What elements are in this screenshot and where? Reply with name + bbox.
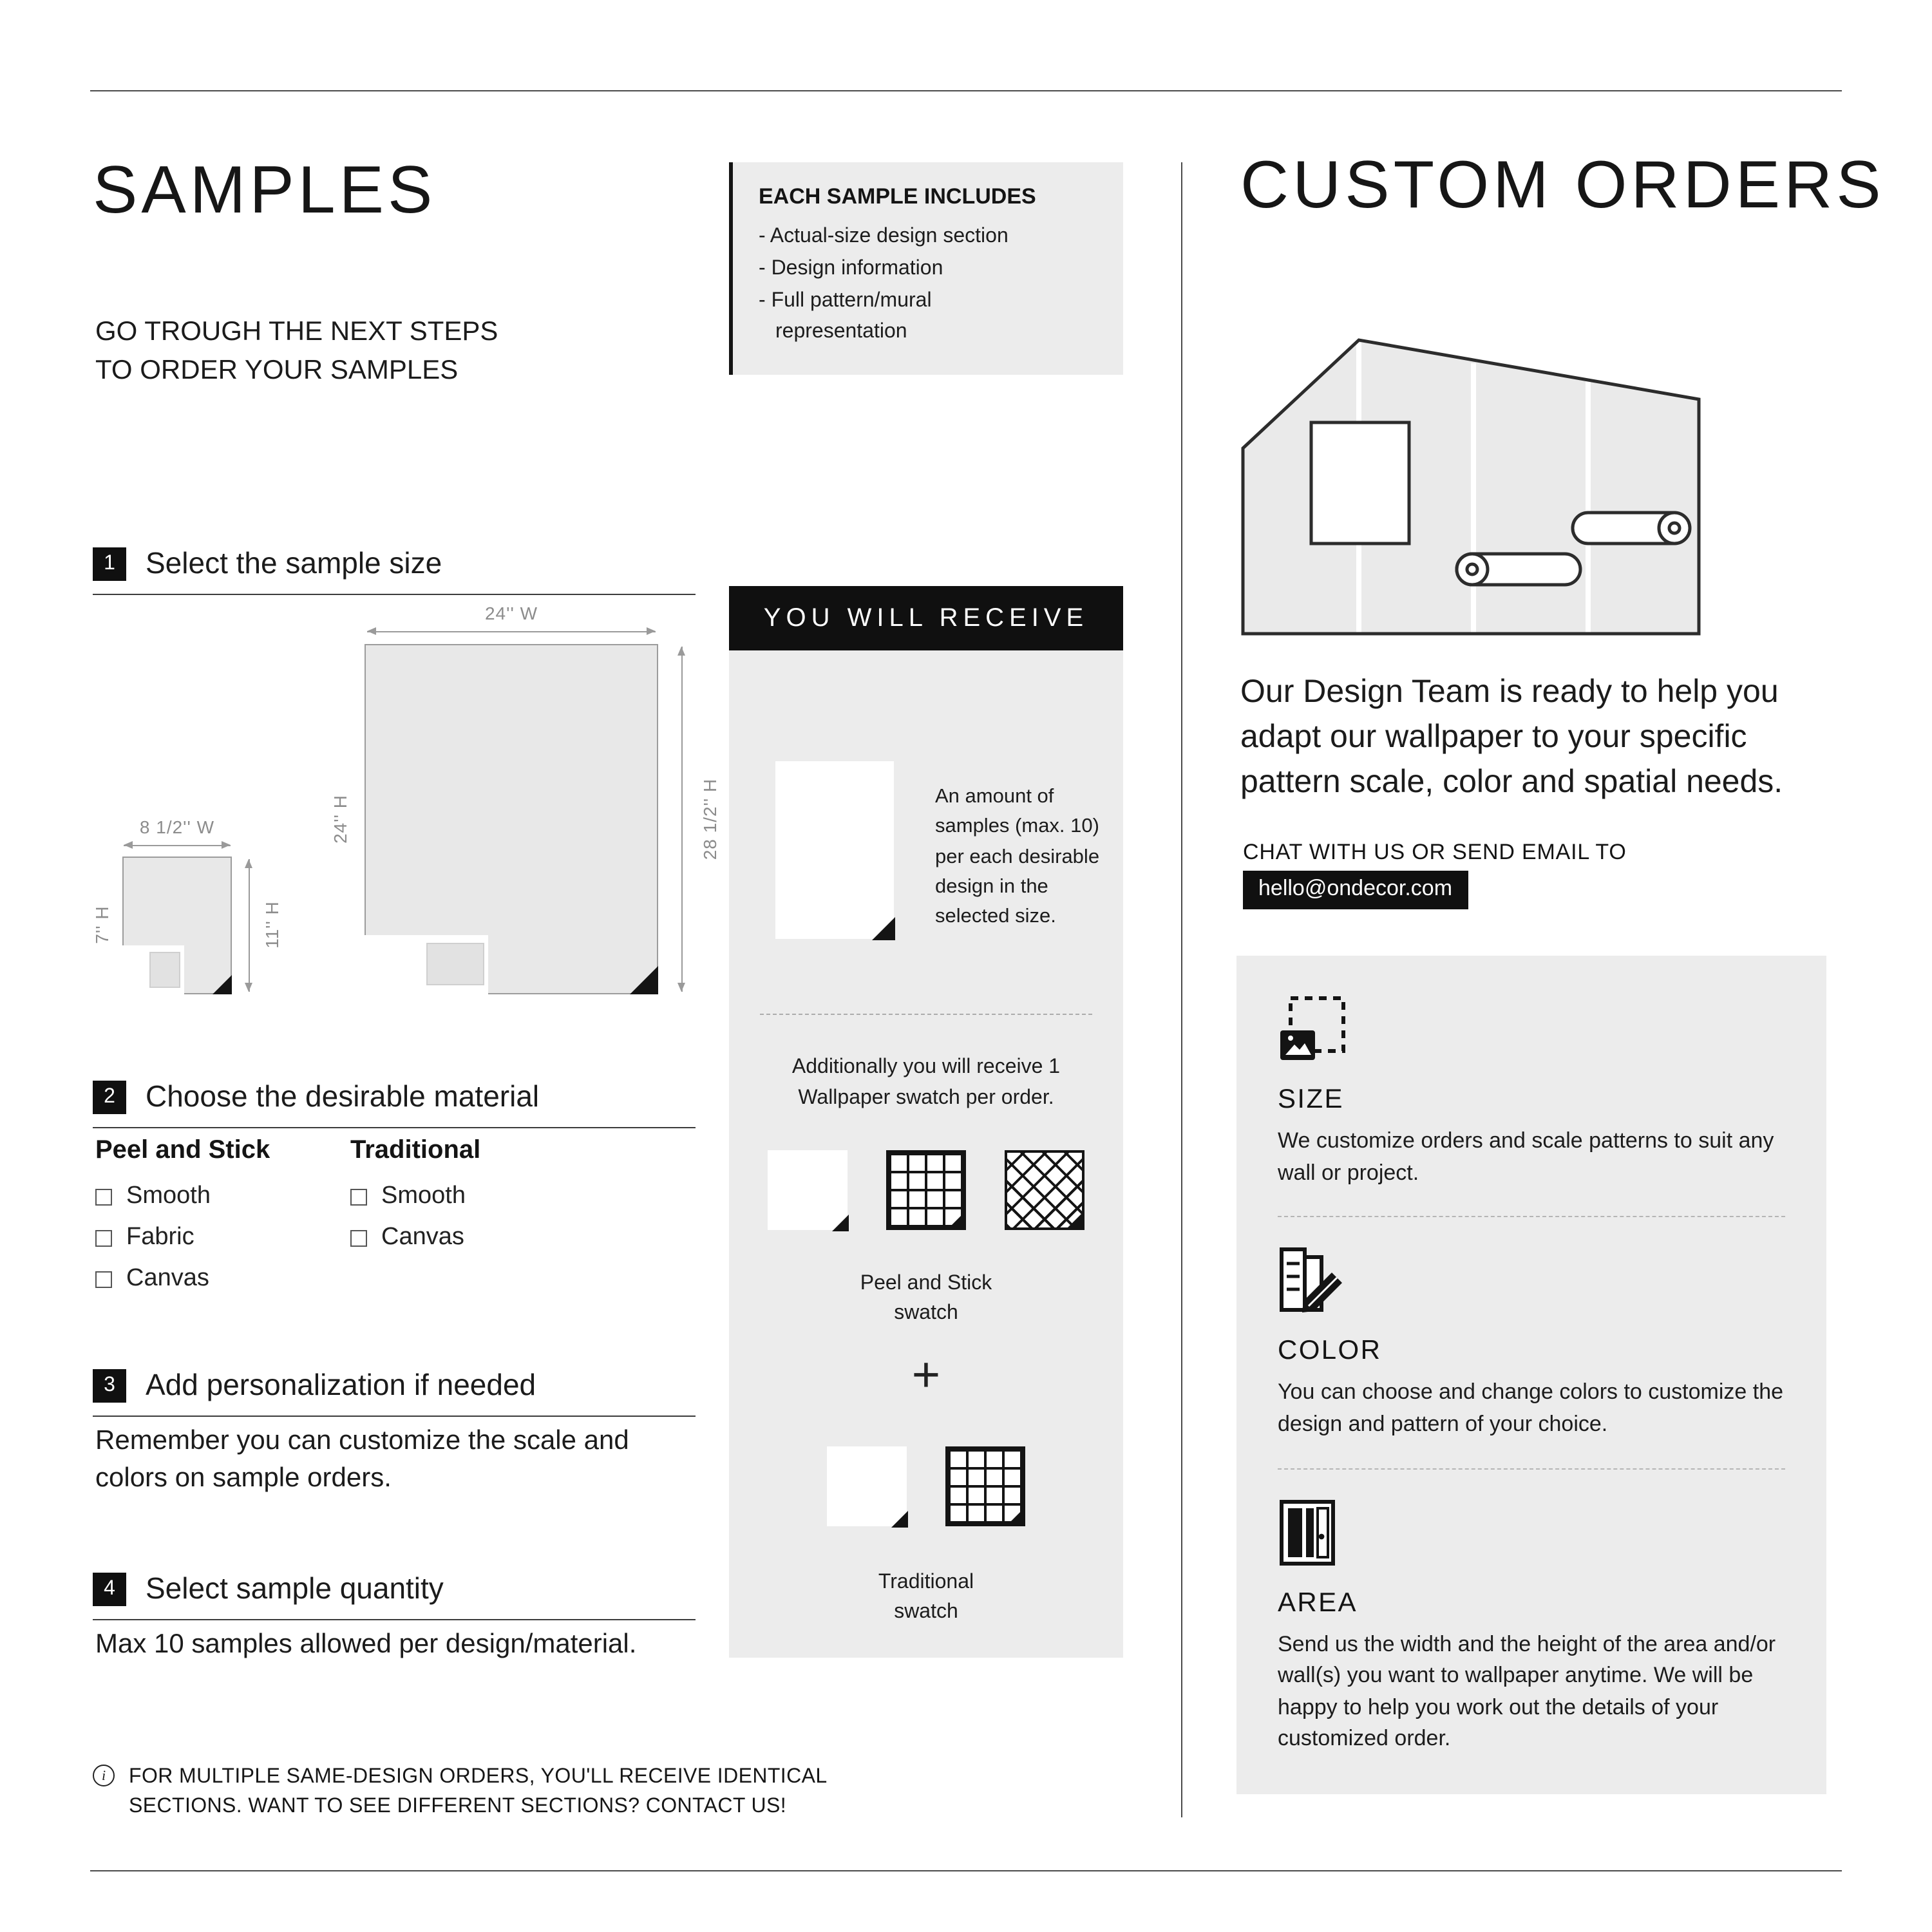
each-sample-includes-box [729,162,1123,375]
step-2-label: Choose the desirable material [146,1079,540,1113]
folded-corner-icon [832,1215,849,1231]
info-icon [93,1765,115,1786]
area-icon [1278,1497,1785,1572]
custom-intro-text: Our Design Team is ready to help you adapt our wallpaper to your specific pattern scale, color and spatial needs. [1240,674,1783,800]
footnote [93,1762,917,1822]
checkbox-icon [350,1229,367,1246]
plain-swatch-icon [827,1446,907,1526]
material-option-label: Smooth [126,1182,211,1209]
step-4-label: Select sample quantity [146,1571,444,1605]
step-4 [93,1571,696,1620]
samples-amount-text: An amount of samples (max. 10) per each desirable design in the selected size. [935,786,1100,927]
inset-swatch [149,952,180,988]
material-option-label: Smooth [381,1182,466,1209]
material-option [95,1265,270,1293]
peel-and-stick-title: Peel and Stick [95,1136,270,1164]
crosshatch-swatch-icon [1005,1150,1084,1230]
samples-intro [95,313,498,392]
small-height-left-label: 7'' H [91,905,112,944]
grid-swatch-icon [886,1150,966,1230]
material-column-traditional [350,1136,480,1265]
footnote-text: FOR MULTIPLE SAME-DESIGN ORDERS, YOU'LL RECEIVE IDENTICAL SECTIONS. WANT TO SEE DIFFERENT SECTIONS? CONTACT US! [129,1766,827,1818]
sheet-inset-large [365,935,488,994]
folded-corner-icon [213,975,232,994]
samples-intro-line1: GO TROUGH THE NEXT STEPS [95,317,498,346]
size-icon [1278,994,1785,1069]
checkbox-icon [95,1188,112,1205]
feature-size [1278,994,1785,1189]
step-3-text: Remember you can customize the scale and colors on sample orders. [95,1426,629,1493]
step-2 [93,1079,696,1128]
contact-label: CHAT WITH US OR SEND EMAIL TO [1243,840,1627,864]
top-rule [90,90,1842,91]
step-3-number: 3 [93,1368,126,1402]
custom-features-panel [1236,956,1826,1794]
feature-text: You can choose and change colors to customize the design and pattern of your choice. [1278,1379,1784,1436]
folded-corner-icon [872,917,895,940]
small-width-label: 8 1/2'' W [139,817,215,837]
material-option [95,1224,270,1252]
large-height-left-label: 24'' H [330,795,350,844]
inset-swatch [426,943,484,985]
material-option-label: Canvas [126,1265,209,1292]
receive-title: YOU WILL RECEIVE [763,603,1089,632]
material-option [95,1182,270,1211]
includes-item: - Design information [759,254,1100,286]
dashed-divider [1278,1217,1785,1218]
folded-corner-icon [1007,1508,1024,1525]
feature-title: COLOR [1278,1336,1382,1366]
step-3-label: Add personalization if needed [146,1368,536,1401]
material-option [350,1182,480,1211]
small-width-dim-line [124,845,231,846]
material-column-peel [95,1136,270,1306]
small-height-right-label: 11'' H [261,901,282,949]
traditional-title: Traditional [350,1136,481,1164]
samples-title: SAMPLES [93,153,437,228]
checkbox-icon [95,1271,112,1287]
step-2-number: 2 [93,1080,126,1113]
material-option-label: Canvas [381,1224,464,1251]
folded-corner-icon [891,1511,908,1528]
custom-orders-title: CUSTOM ORDERS [1240,148,1885,223]
material-option [350,1224,480,1252]
column-divider [1181,162,1182,1817]
folded-corner-icon [1066,1212,1083,1229]
folded-corner-icon [948,1212,965,1229]
color-icon [1278,1246,1785,1321]
includes-title: EACH SAMPLE INCLUDES [759,184,1036,209]
bottom-rule [90,1870,1842,1871]
email-badge: hello@ondecor.com [1243,871,1468,909]
includes-item: - Actual-size design section [759,222,1100,254]
samples-intro-line2: TO ORDER YOUR SAMPLES [95,355,459,386]
feature-title: SIZE [1278,1084,1344,1114]
checkbox-icon [95,1229,112,1246]
feature-title: AREA [1278,1587,1358,1618]
large-width-label: 24'' W [484,603,538,623]
you-will-receive-panel [729,650,1123,1658]
peel-swatch-label: Peel and Stick swatch [860,1273,992,1325]
small-height-dim-line [249,859,250,992]
feature-area [1278,1497,1785,1756]
feature-text: Send us the width and the height of the area and/or wall(s) you want to wallpaper anytime. We will be happy to help you work out the details of your customized order. [1278,1631,1776,1751]
feature-color [1278,1246,1785,1441]
large-height-dim-line [681,647,683,992]
includes-item: - Full pattern/mural representation [759,285,1032,349]
grid-swatch-icon [945,1446,1025,1526]
sample-sheet-small [122,857,232,994]
dashed-divider [760,1014,1092,1015]
step-4-text: Max 10 samples allowed per design/material. [95,1629,637,1659]
step-3 [93,1368,696,1417]
sheet-inset-small [122,945,184,994]
step-1-label: Select the sample size [146,546,442,580]
checkbox-icon [350,1188,367,1205]
traditional-swatch-row [729,1446,1123,1526]
step-4-number: 4 [93,1572,126,1605]
house-illustration-svg [1240,325,1704,636]
large-width-dim-line [367,631,656,632]
peel-swatch-row [729,1150,1123,1230]
folded-corner-icon [630,966,658,994]
plus-sign: + [911,1349,941,1403]
you-will-receive-header [729,586,1123,650]
feature-text: We customize orders and scale patterns to suit any wall or project. [1278,1128,1774,1185]
sample-sheet-large [365,644,658,994]
plain-swatch-icon [768,1150,848,1230]
step-1-number: 1 [93,547,126,580]
large-height-right-label: 28 1/2'' H [699,778,720,860]
step-1 [93,546,696,595]
material-option-label: Fabric [126,1224,194,1251]
traditional-swatch-label: Traditional swatch [878,1571,974,1624]
dashed-divider [1278,1468,1785,1469]
sample-page-icon [775,761,894,939]
house-wallpaper-illustration [1240,325,1704,636]
additional-swatch-text: Additionally you will receive 1 Wallpaper swatch per order. [791,1056,1061,1109]
